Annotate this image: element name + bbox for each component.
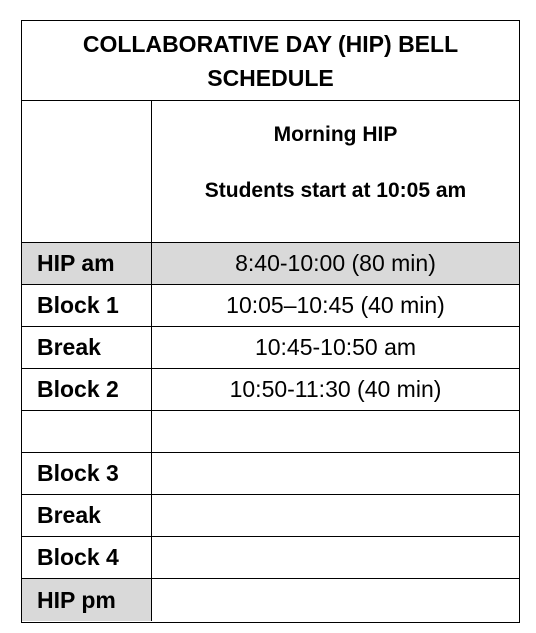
- table-row-hip-am: [22, 243, 519, 285]
- row-time: [152, 495, 519, 536]
- bell-schedule-table: [21, 20, 520, 623]
- row-label: Break: [22, 495, 152, 536]
- table-title: COLLABORATIVE DAY (HIP) BELL SCHEDULE: [22, 21, 519, 101]
- header-row: [22, 101, 519, 243]
- row-time: 10:45-10:50 am: [254, 334, 417, 360]
- table-row-block-2: [22, 369, 519, 411]
- row-label: Block 3: [22, 453, 152, 494]
- row-time: 10:50-11:30 (40 min): [229, 376, 442, 402]
- row-label: Block 4: [22, 537, 152, 578]
- row-time: [152, 453, 519, 494]
- header-empty-cell: [22, 101, 152, 242]
- row-time: 10:05–10:45 (40 min): [226, 292, 445, 318]
- row-time: 8:40-10:00 (80 min): [152, 243, 519, 284]
- row-label: Block 1: [22, 285, 152, 326]
- table-row-block-4: [22, 537, 519, 579]
- row-time: [152, 537, 519, 578]
- header-student-start: Students start at 10:05 am: [204, 179, 467, 202]
- table-row-block-1: [22, 285, 519, 327]
- row-label: [22, 411, 152, 452]
- schedule-rows: [22, 243, 519, 621]
- row-time: [152, 411, 519, 452]
- row-label: Block 2: [22, 369, 152, 410]
- header-cell: [152, 101, 519, 242]
- header-morning-hip: Morning HIP: [273, 123, 398, 146]
- row-label: HIP am: [22, 243, 152, 284]
- table-row-hip-pm: [22, 579, 519, 621]
- table-row-break-2: [22, 495, 519, 537]
- row-label: HIP pm: [22, 579, 152, 621]
- table-row-empty: [22, 411, 519, 453]
- table-row-break-1: [22, 327, 519, 369]
- row-label: Break: [22, 327, 152, 368]
- row-time: [152, 579, 519, 621]
- table-row-block-3: [22, 453, 519, 495]
